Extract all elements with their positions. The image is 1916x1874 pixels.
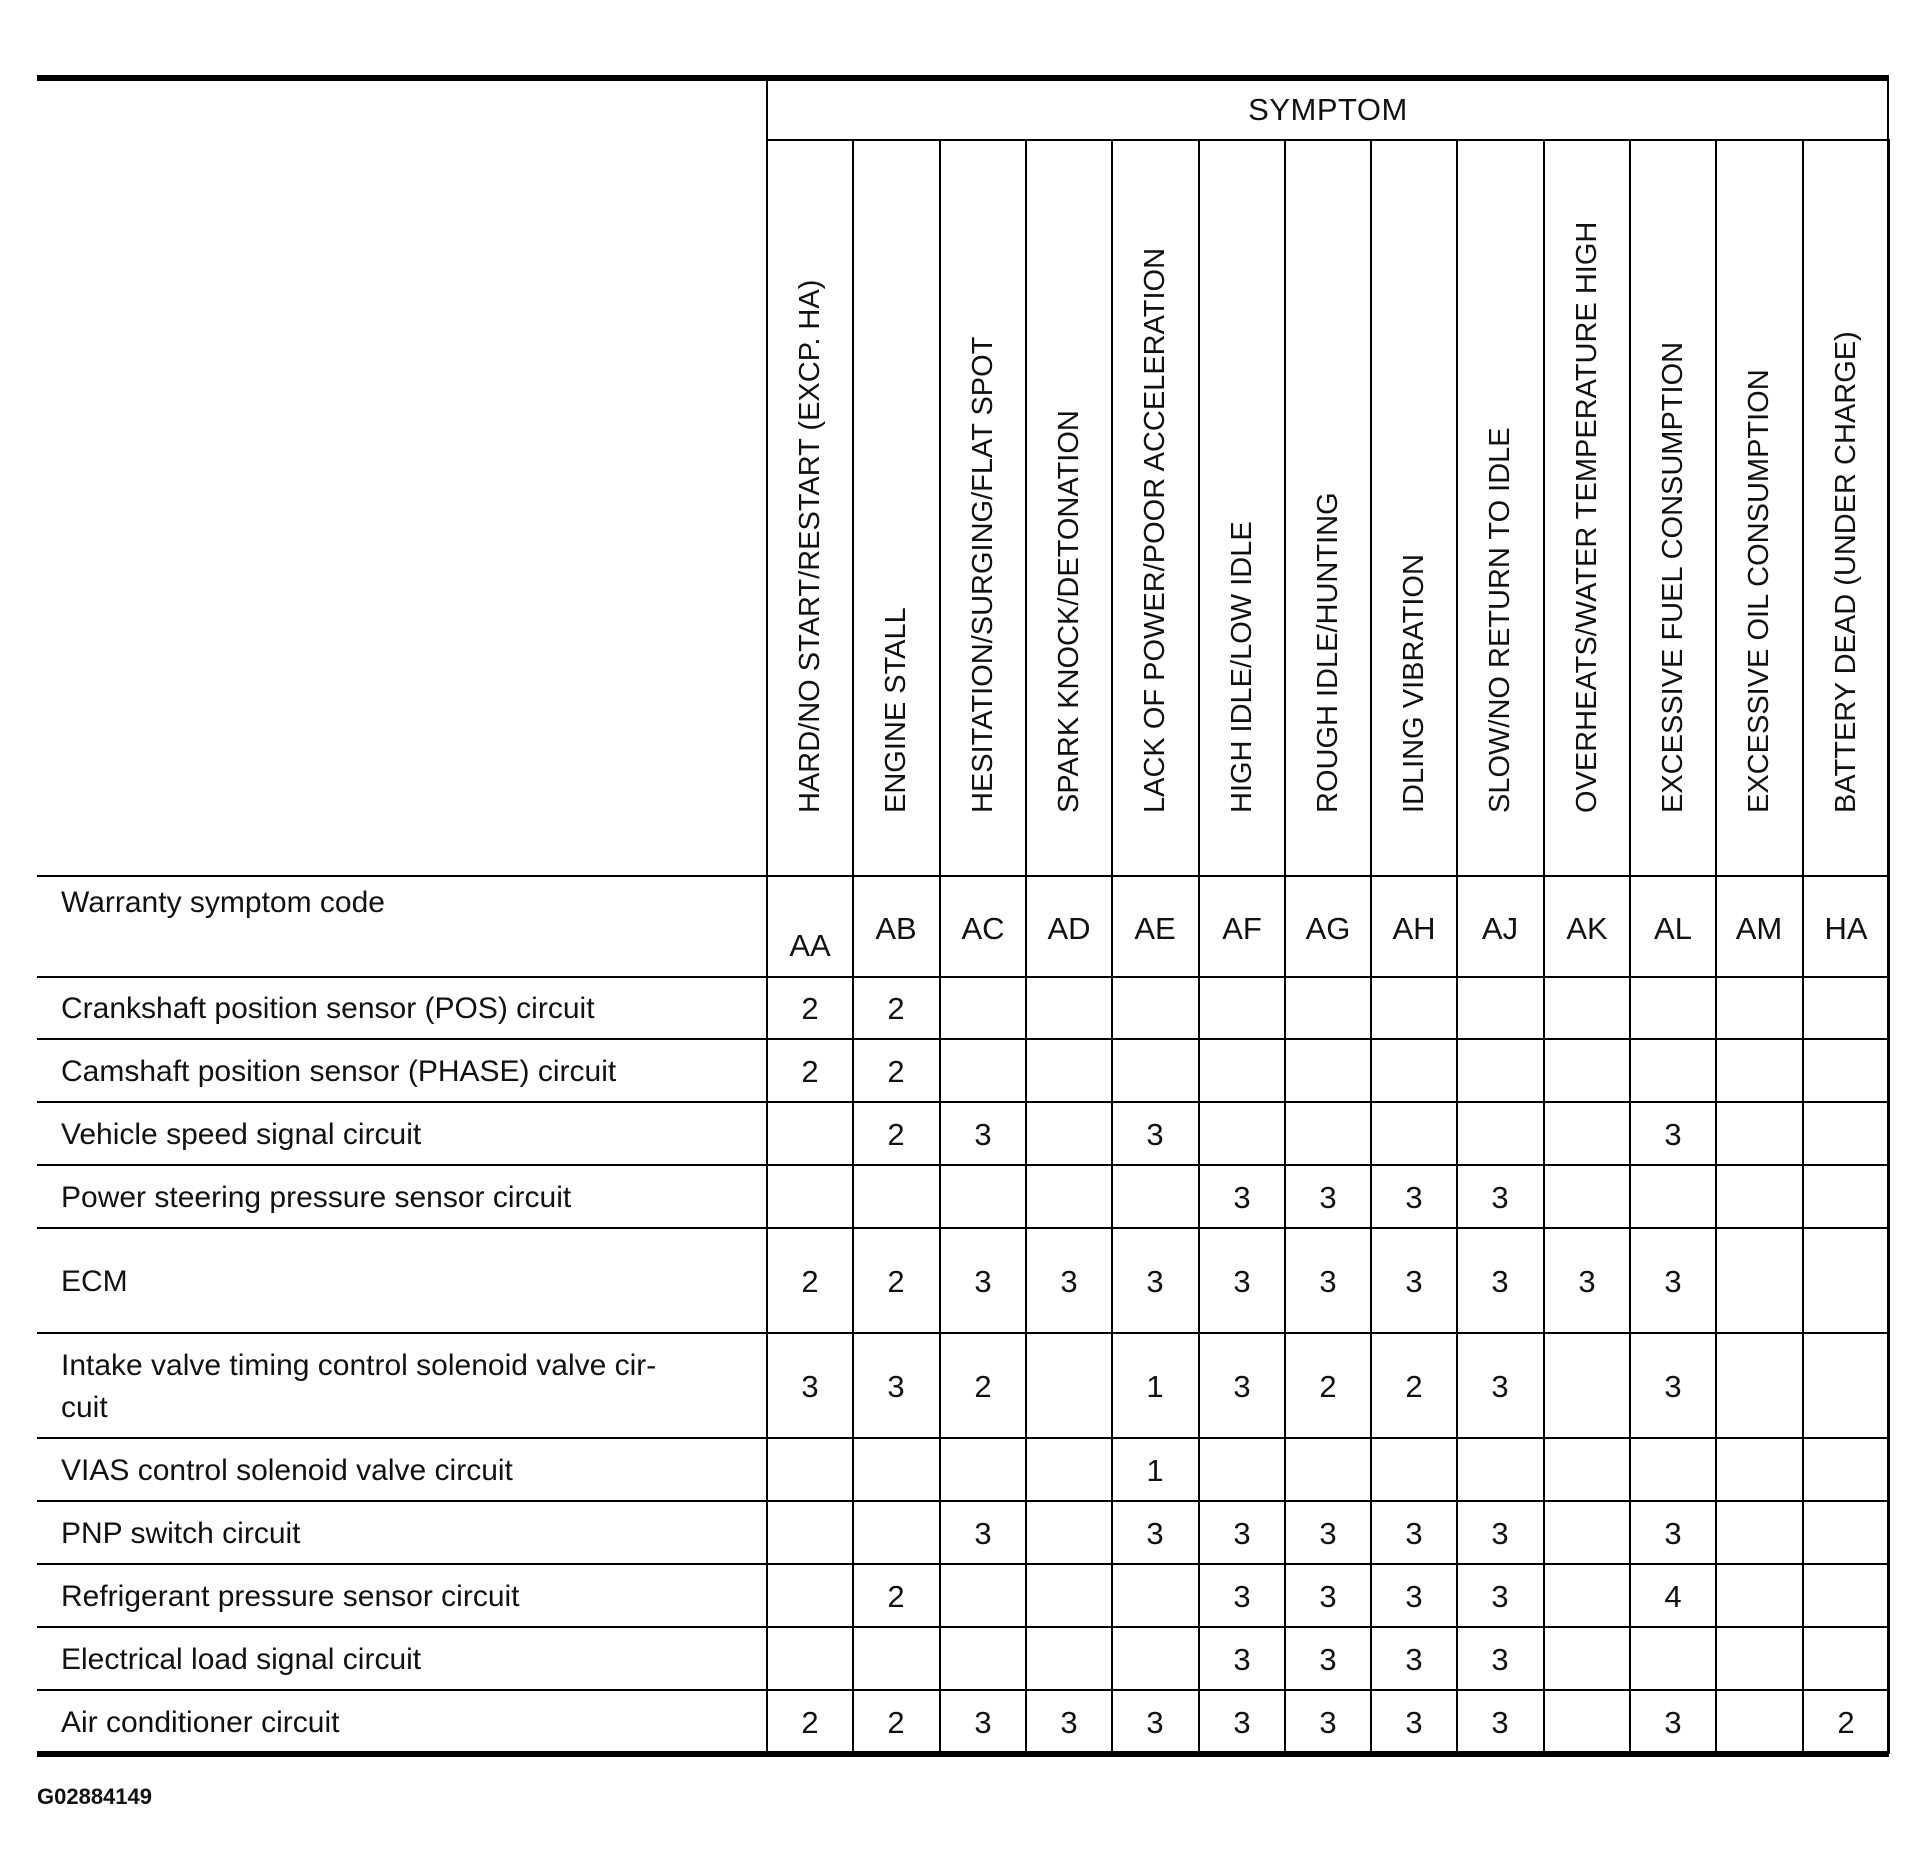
warranty-code: AA (789, 928, 831, 963)
table-cell: 3 (1491, 1368, 1509, 1404)
table-cell: 3 (1491, 1641, 1509, 1677)
table-cell (1544, 1040, 1630, 1103)
symptom-column-label: LACK OF POWER/POOR ACCELERATION (1139, 247, 1171, 813)
symptom-column-label: HARD/NO START/RESTART (EXCP. HA) (794, 279, 826, 813)
warranty-code: AL (1654, 911, 1692, 946)
symptom-column-header (1544, 141, 1630, 865)
table-cell: 3 (1491, 1179, 1509, 1215)
table-cell (767, 1502, 853, 1565)
table-cell (1716, 1502, 1802, 1565)
column-divider (1456, 139, 1458, 1754)
table-cell (940, 1628, 1026, 1691)
table-cell (1803, 1166, 1889, 1229)
table-cell (1630, 1439, 1716, 1502)
table-cell (1803, 1628, 1889, 1691)
table-cell (1026, 1502, 1112, 1565)
warranty-code: AG (1305, 911, 1351, 946)
column-divider (1025, 139, 1027, 1754)
row-label: Electrical load signal circuit (61, 1642, 422, 1676)
table-cell: 3 (1578, 1263, 1596, 1299)
symptom-column-header (1630, 141, 1716, 865)
row-label: ECM (61, 1264, 128, 1298)
symptom-column-label: HESITATION/SURGING/FLAT SPOT (967, 336, 999, 813)
table-cell (1457, 978, 1543, 1040)
table-cell (1457, 1439, 1543, 1502)
table-cell (767, 1166, 853, 1229)
table-cell: 3 (1233, 1578, 1251, 1614)
table-cell (1716, 1691, 1802, 1754)
column-divider (1198, 139, 1200, 1754)
table-cell (767, 1565, 853, 1628)
table-cell (1716, 978, 1802, 1040)
table-cell: 3 (1233, 1704, 1251, 1740)
table-cell: 3 (1319, 1179, 1337, 1215)
warranty-code: AH (1392, 911, 1436, 946)
table-cell: 2 (801, 991, 819, 1026)
warranty-code: AB (875, 911, 917, 946)
table-cell: 3 (1405, 1515, 1423, 1551)
table-cell: 3 (1060, 1704, 1078, 1740)
symptom-column-header (1803, 141, 1889, 865)
warranty-code: AF (1222, 911, 1262, 946)
table-cell (853, 1439, 939, 1502)
table-cell (940, 1040, 1026, 1103)
table-cell: 4 (1664, 1578, 1682, 1614)
table-cell (1285, 1103, 1371, 1166)
figure-id: G02884149 (37, 1784, 152, 1809)
table-cell (1199, 978, 1285, 1040)
symptom-column-header (1716, 141, 1802, 865)
warranty-code: AE (1134, 911, 1176, 946)
table-cell: 3 (1319, 1641, 1337, 1677)
symptom-column-label: EXCESSIVE OIL CONSUMPTION (1743, 369, 1775, 813)
table-cell: 2 (1319, 1368, 1337, 1404)
symptom-column-label: OVERHEATS/WATER TEMPERATURE HIGH (1571, 221, 1603, 813)
row-label: Camshaft position sensor (PHASE) circuit (61, 1054, 617, 1088)
table-cell: 2 (801, 1053, 819, 1089)
table-cell (940, 978, 1026, 1040)
column-divider (1111, 139, 1113, 1754)
table-cell: 3 (1491, 1704, 1509, 1740)
table-cell (1112, 978, 1198, 1040)
table-cell: 3 (1664, 1704, 1682, 1740)
column-divider (1370, 139, 1372, 1754)
label-column-divider (766, 75, 768, 1754)
column-divider (1543, 139, 1545, 1754)
warranty-code: AD (1047, 911, 1091, 946)
table-cell: 3 (801, 1368, 819, 1404)
table-cell (1371, 1040, 1457, 1103)
table-cell (1544, 978, 1630, 1040)
table-cell (1026, 978, 1112, 1040)
row-label: Crankshaft position sensor (POS) circuit (61, 992, 595, 1025)
warranty-code: AJ (1481, 911, 1519, 946)
row-label: Refrigerant pressure sensor circuit (61, 1579, 520, 1613)
table-cell: 3 (1405, 1704, 1423, 1740)
table-cell: 3 (1491, 1515, 1509, 1551)
table-cell (940, 1166, 1026, 1229)
table-cell: 3 (974, 1263, 992, 1299)
table-cell (853, 1166, 939, 1229)
table-cell (1803, 1439, 1889, 1502)
table-cell (1716, 1334, 1802, 1439)
column-divider (1802, 139, 1804, 1754)
table-cell (853, 1628, 939, 1691)
table-cell (1112, 1628, 1198, 1691)
table-cell (1803, 1334, 1889, 1439)
table-cell: 2 (887, 991, 905, 1026)
table-cell (1803, 1103, 1889, 1166)
table-cell: 3 (1491, 1263, 1509, 1299)
table-cell (1803, 1040, 1889, 1103)
table-cell (1371, 978, 1457, 1040)
table-cell: 3 (887, 1368, 905, 1404)
table-cell: 2 (1837, 1704, 1855, 1740)
table-cell (1112, 1565, 1198, 1628)
table-cell (767, 1103, 853, 1166)
symptom-heading: SYMPTOM (1248, 92, 1408, 127)
table-cell (1803, 978, 1889, 1040)
row-label: PNP switch circuit (61, 1516, 301, 1550)
table-cell: 3 (1405, 1263, 1423, 1299)
table-cell (1716, 1040, 1802, 1103)
table-cell (1026, 1040, 1112, 1103)
table-cell (1544, 1103, 1630, 1166)
row-label: Power steering pressure sensor circuit (61, 1180, 572, 1214)
table-cell (1716, 1229, 1802, 1334)
table-cell: 2 (974, 1368, 992, 1404)
table-cell: 3 (1405, 1641, 1423, 1677)
table-cell: 2 (887, 1116, 905, 1152)
column-divider (939, 139, 941, 1754)
table-cell (1371, 1103, 1457, 1166)
symptom-column-label: ROUGH IDLE/HUNTING (1312, 492, 1344, 813)
table-cell (1026, 1439, 1112, 1502)
table-cell: 3 (1491, 1578, 1509, 1614)
symptom-column-label: ENGINE STALL (880, 607, 912, 813)
table-cell (1803, 1565, 1889, 1628)
table-cell (1716, 1166, 1802, 1229)
table-cell (940, 1439, 1026, 1502)
warranty-code-label: Warranty symptom code (61, 886, 385, 919)
column-divider (1715, 139, 1717, 1754)
table-cell (1544, 1439, 1630, 1502)
table-cell (1457, 1103, 1543, 1166)
table-cell (1026, 1628, 1112, 1691)
table-cell: 3 (1319, 1578, 1337, 1614)
table-cell (1716, 1628, 1802, 1691)
warranty-code: HA (1824, 911, 1868, 946)
row-label: Intake valve timing control solenoid valve cir- cuit (61, 1348, 657, 1424)
symptom-column-label: HIGH IDLE/LOW IDLE (1226, 521, 1258, 813)
symptom-matrix-table (37, 75, 1889, 1765)
column-divider (1284, 139, 1286, 1754)
column-divider (852, 139, 854, 1754)
symptom-column-label: EXCESSIVE FUEL CONSUMPTION (1657, 341, 1689, 813)
column-divider (1629, 139, 1631, 1754)
table-cell (1026, 1166, 1112, 1229)
table-cell (1544, 1691, 1630, 1754)
symptom-column-label: IDLING VIBRATION (1398, 554, 1430, 813)
table-cell: 3 (1146, 1704, 1164, 1740)
table-cell: 2 (1405, 1368, 1423, 1404)
table-cell (1544, 1502, 1630, 1565)
table-cell (1630, 978, 1716, 1040)
table-cell: 3 (1146, 1116, 1164, 1152)
row-label: Air conditioner circuit (61, 1705, 340, 1739)
row-label: Vehicle speed signal circuit (61, 1117, 422, 1151)
warranty-code: AM (1735, 911, 1783, 946)
table-cell: 2 (887, 1053, 905, 1089)
table-cell (1026, 1565, 1112, 1628)
header-bottom-line (37, 875, 1889, 877)
table-right-border (1887, 75, 1889, 1754)
table-cell (940, 1565, 1026, 1628)
symptom-column-header (1112, 141, 1198, 865)
symptom-column-label: BATTERY DEAD (UNDER CHARGE) (1830, 331, 1862, 813)
table-cell (1803, 1229, 1889, 1334)
table-cell (1716, 1565, 1802, 1628)
table-cell: 3 (1319, 1263, 1337, 1299)
table-cell: 3 (1405, 1578, 1423, 1614)
table-cell: 2 (801, 1704, 819, 1740)
table-cell (1630, 1040, 1716, 1103)
warranty-code: AK (1566, 911, 1608, 946)
table-cell (1716, 1439, 1802, 1502)
table-cell: 2 (887, 1263, 905, 1299)
table-cell (1630, 1628, 1716, 1691)
table-cell (1285, 1040, 1371, 1103)
table-cell (1457, 1040, 1543, 1103)
table-cell: 3 (1664, 1263, 1682, 1299)
table-cell (1630, 1166, 1716, 1229)
table-cell (1544, 1628, 1630, 1691)
table-cell: 2 (801, 1263, 819, 1299)
table-cell (1112, 1040, 1198, 1103)
table-cell: 3 (1233, 1515, 1251, 1551)
symptom-column-label: SPARK KNOCK/DETONATION (1053, 410, 1085, 813)
table-cell (1026, 1103, 1112, 1166)
table-cell (1371, 1439, 1457, 1502)
warranty-code: AC (961, 911, 1005, 946)
symptom-column-header (1026, 141, 1112, 865)
table-cell (1544, 1334, 1630, 1439)
table-cell (1199, 1439, 1285, 1502)
table-cell: 3 (1405, 1179, 1423, 1215)
table-cell: 3 (1233, 1179, 1251, 1215)
table-cell: 2 (887, 1578, 905, 1614)
table-cell (1199, 1103, 1285, 1166)
table-cell (1026, 1334, 1112, 1439)
table-cell: 3 (1319, 1704, 1337, 1740)
table-cell (767, 1439, 853, 1502)
symptom-column-header (1371, 141, 1457, 865)
table-cell: 3 (1664, 1515, 1682, 1551)
table-cell: 3 (1319, 1515, 1337, 1551)
table-cell (1716, 1103, 1802, 1166)
row-label: VIAS control solenoid valve circuit (61, 1453, 513, 1487)
symptom-column-header (767, 141, 853, 865)
table-cell: 3 (974, 1515, 992, 1551)
symptom-column-header (1457, 141, 1543, 865)
table-cell (1544, 1565, 1630, 1628)
table-cell: 1 (1146, 1368, 1164, 1404)
symptom-column-header (940, 141, 1026, 865)
table-cell (1544, 1166, 1630, 1229)
symptom-column-header (1199, 141, 1285, 865)
table-cell: 3 (1060, 1263, 1078, 1299)
table-cell: 3 (1233, 1368, 1251, 1404)
table-bottom-border (37, 1751, 1889, 1757)
symptom-column-header (853, 141, 939, 865)
table-cell (1285, 1439, 1371, 1502)
table-cell (1285, 978, 1371, 1040)
symptom-column-label: SLOW/NO RETURN TO IDLE (1484, 427, 1516, 813)
table-cell: 3 (1664, 1116, 1682, 1152)
table-cell (1199, 1040, 1285, 1103)
table-cell: 3 (974, 1704, 992, 1740)
table-cell: 3 (1233, 1641, 1251, 1677)
table-cell (767, 1628, 853, 1691)
symptom-column-header (1285, 141, 1371, 865)
table-cell (1803, 1502, 1889, 1565)
table-cell: 3 (1146, 1263, 1164, 1299)
table-cell: 3 (1146, 1515, 1164, 1551)
table-cell: 2 (887, 1704, 905, 1740)
table-cell: 1 (1146, 1452, 1164, 1488)
table-cell: 3 (974, 1116, 992, 1152)
table-cell (853, 1502, 939, 1565)
table-cell (1112, 1166, 1198, 1229)
table-cell: 3 (1664, 1368, 1682, 1404)
table-cell: 3 (1233, 1263, 1251, 1299)
